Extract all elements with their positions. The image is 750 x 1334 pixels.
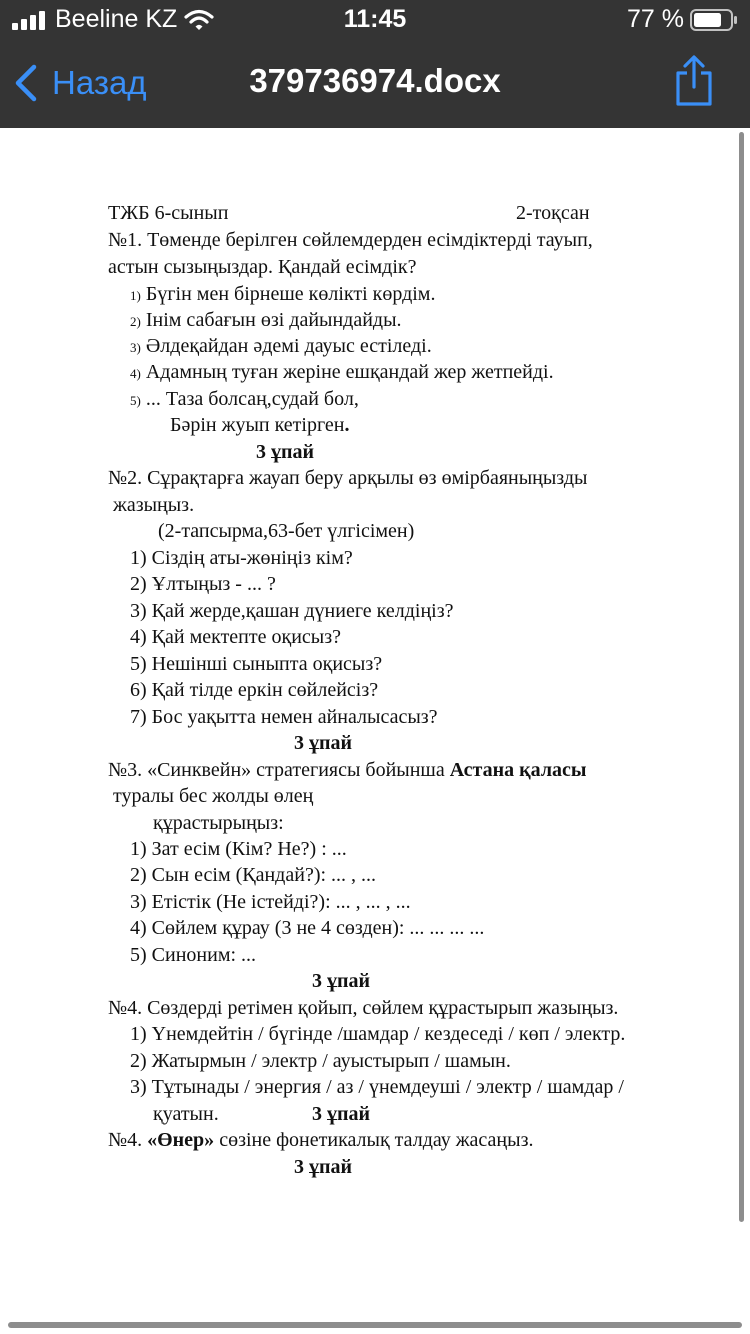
task1-item5-cont bbox=[170, 412, 350, 438]
list-item: 5) Синоним: ... bbox=[130, 944, 257, 966]
task1-line2: астын сызыңыздар. Қандай есімдік? bbox=[108, 256, 417, 278]
task5-points bbox=[294, 1154, 352, 1180]
task2-points bbox=[294, 730, 352, 756]
list-item: 4) Қай мектепте оқисыз? bbox=[130, 626, 342, 648]
task3-line3: құрастырыңыз: bbox=[153, 812, 284, 834]
task3-topic: Астана қаласы bbox=[449, 759, 587, 781]
doc-header-right: 2-тоқсан bbox=[516, 202, 590, 224]
vertical-scrollbar[interactable] bbox=[739, 132, 744, 1222]
list-item: 2) Ұлтыңыз - ... ? bbox=[130, 573, 276, 595]
horizontal-scrollbar[interactable] bbox=[8, 1322, 742, 1328]
list-item bbox=[130, 386, 359, 414]
list-item: 2) Сын есім (Қандай?): ... , ... bbox=[130, 864, 377, 886]
list-item: 1) Сіздің аты-жөніңіз кім? bbox=[130, 547, 353, 569]
task2-line3: (2-тапсырма,63-бет үлгісімен) bbox=[158, 520, 415, 542]
carrier-name: Beeline KZ bbox=[55, 5, 178, 33]
share-icon bbox=[672, 54, 716, 108]
task1-points bbox=[256, 439, 314, 465]
task5-line1 bbox=[108, 1127, 533, 1153]
document-title: 379736974.docx bbox=[249, 62, 501, 99]
task2-line1: №2. Сұрақтарға жауап беру арқылы өз өмірбаяныңызды bbox=[108, 467, 588, 489]
chevron-left-icon bbox=[14, 64, 38, 102]
list-item: 3) Тұтынады / энергия / аз / үнемдеуші / электр / шамдар / bbox=[130, 1076, 624, 1098]
battery-percent: 77 % bbox=[627, 5, 684, 33]
status-bar bbox=[0, 0, 750, 40]
item-text: Бүгін мен бірнеше көлікті көрдім. bbox=[145, 283, 436, 305]
points-label: 3 ұпай bbox=[312, 1103, 371, 1125]
clock: 11:45 bbox=[343, 5, 407, 33]
item-number: 5) bbox=[130, 393, 141, 408]
item-text: Бәрін жуып кетірген bbox=[170, 414, 345, 436]
list-item: 4) Сөйлем құрау (3 не 4 сөзден): ... ... ... ... bbox=[130, 917, 485, 939]
back-label: Назад bbox=[52, 64, 147, 101]
back-button[interactable] bbox=[14, 58, 147, 108]
item-text: Адамның туған жеріне ешқандай жер жетпейді. bbox=[145, 361, 554, 383]
task3-line2: туралы бес жолды өлең bbox=[113, 785, 314, 807]
list-item: 1) Үнемдейтін / бүгінде /шамдар / кездеседі / көп / электр. bbox=[130, 1023, 626, 1045]
list-item: 6) Қай тілде еркін сөйлейсіз? bbox=[130, 679, 379, 701]
task4-points bbox=[312, 1101, 370, 1127]
list-item: 3) Қай жерде,қашан дүниеге келдіңіз? bbox=[130, 600, 454, 622]
list-item: 3) Етістік (Не істейді?): ... , ... , ... bbox=[130, 891, 411, 913]
list-item: 7) Бос уақытта немен айналысасыз? bbox=[130, 706, 438, 728]
battery-icon bbox=[690, 9, 738, 36]
list-item: 5) Нешінші сыныпта оқисыз? bbox=[130, 653, 383, 675]
task3-intro: №3. «Синквейн» стратегиясы бойынша bbox=[108, 759, 450, 781]
points-label: 3 ұпай bbox=[312, 970, 371, 992]
item-text: ... Таза болсаң,судай бол, bbox=[145, 388, 359, 410]
list-item: 2) Жатырмын / электр / ауыстырып / шамын. bbox=[130, 1050, 511, 1072]
item-end: . bbox=[344, 414, 350, 436]
points-label: 3 ұпай bbox=[256, 441, 315, 463]
share-button[interactable] bbox=[672, 54, 716, 113]
item-number: 2) bbox=[130, 314, 141, 329]
task5-word: «Өнер» bbox=[147, 1129, 215, 1151]
item-number: 3) bbox=[130, 340, 141, 355]
list-item bbox=[130, 333, 432, 361]
task4-line1: №4. Сөздерді ретімен қойып, сөйлем құрастырып жазыңыз. bbox=[108, 997, 619, 1019]
task3-line1 bbox=[108, 757, 587, 783]
item-number: 4) bbox=[130, 366, 141, 381]
list-item bbox=[130, 281, 435, 309]
task3-points bbox=[312, 968, 370, 994]
points-label: 3 ұпай bbox=[294, 732, 353, 754]
task5-text: сөзіне фонетикалық талдау жасаңыз. bbox=[214, 1129, 534, 1151]
item-text: Інім сабағын өзі дайындайды. bbox=[145, 309, 402, 331]
list-item bbox=[130, 307, 402, 335]
task2-line2: жазыңыз. bbox=[113, 494, 195, 516]
navigation-bar bbox=[0, 40, 750, 128]
points-label: 3 ұпай bbox=[294, 1156, 353, 1178]
item-text: Әлдеқайдан әдемі дауыс естіледі. bbox=[145, 335, 432, 357]
task4-item3-cont: қуатын. bbox=[153, 1103, 219, 1125]
doc-header-left: ТЖБ 6-сынып bbox=[108, 202, 229, 224]
task1-line1: №1. Төменде берілген сөйлемдерден есімдіктерді тауып, bbox=[108, 229, 593, 251]
item-number: 1) bbox=[130, 288, 141, 303]
list-item: 1) Зат есім (Кім? Не?) : ... bbox=[130, 838, 347, 860]
task5-prefix: №4. bbox=[108, 1129, 148, 1151]
list-item bbox=[130, 359, 554, 387]
